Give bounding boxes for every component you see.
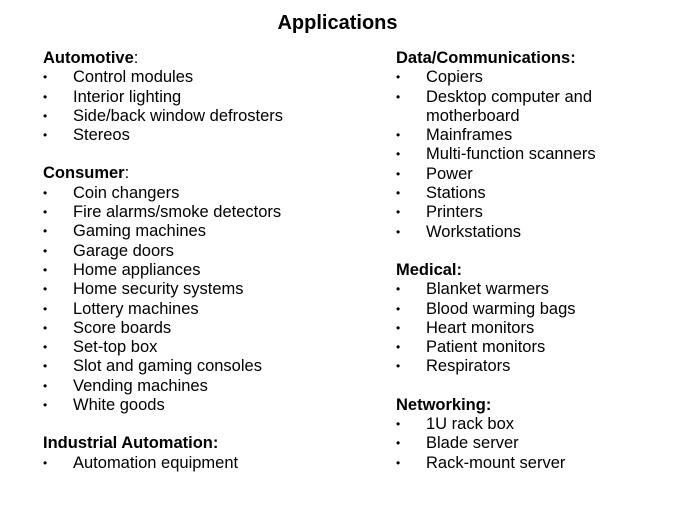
data-communications-section bbox=[396, 49, 656, 242]
bullet-icon: • bbox=[396, 320, 401, 335]
list-item bbox=[43, 261, 363, 280]
bullet-icon: • bbox=[43, 224, 48, 239]
list-item-text: Blanket warmers bbox=[426, 280, 549, 299]
section-heading-label: Automotive bbox=[43, 49, 134, 67]
right-column bbox=[396, 49, 656, 492]
list-item-text: Blood warming bags bbox=[426, 299, 576, 318]
consumer-section bbox=[43, 164, 363, 415]
list-item-text: Score boards bbox=[73, 318, 172, 337]
list-item-text: Workstations bbox=[426, 222, 522, 241]
bullet-list bbox=[43, 454, 363, 473]
bullet-icon: • bbox=[396, 340, 401, 355]
bullet-icon: • bbox=[396, 224, 401, 239]
list-item-text: Set-top box bbox=[73, 338, 158, 357]
section-heading bbox=[396, 261, 656, 280]
bullet-list bbox=[396, 415, 656, 473]
bullet-icon: • bbox=[43, 185, 48, 200]
bullet-icon: • bbox=[43, 243, 48, 258]
list-item bbox=[396, 454, 656, 473]
bullet-icon: • bbox=[396, 128, 401, 143]
list-item bbox=[396, 338, 656, 357]
bullet-icon: • bbox=[396, 455, 401, 470]
list-item-text: Stations bbox=[426, 184, 486, 203]
list-item-text: Power bbox=[426, 164, 473, 183]
list-item bbox=[43, 68, 363, 87]
list-item bbox=[43, 454, 363, 473]
list-item bbox=[43, 107, 363, 126]
list-item bbox=[396, 184, 656, 203]
list-item-text: Gaming machines bbox=[73, 222, 206, 241]
bullet-icon: • bbox=[43, 282, 48, 297]
bullet-icon: • bbox=[396, 89, 401, 104]
bullet-icon: • bbox=[396, 186, 401, 201]
list-item bbox=[43, 222, 363, 241]
bullet-icon: • bbox=[43, 340, 48, 355]
medical-section bbox=[396, 261, 656, 377]
list-item bbox=[43, 203, 363, 222]
list-item bbox=[396, 223, 656, 242]
list-item-text: Heart monitors bbox=[426, 318, 535, 337]
list-item-text: Copiers bbox=[426, 68, 483, 87]
list-item-text: Fire alarms/smoke detectors bbox=[73, 203, 282, 222]
list-item bbox=[396, 203, 656, 222]
bullet-icon: • bbox=[396, 70, 401, 85]
list-item-text: Desktop computer and motherboard bbox=[426, 87, 593, 125]
list-item bbox=[396, 415, 656, 434]
list-item bbox=[396, 280, 656, 299]
list-item bbox=[396, 300, 656, 319]
bullet-icon: • bbox=[43, 455, 48, 470]
bullet-icon: • bbox=[396, 166, 401, 181]
list-item bbox=[396, 126, 656, 145]
bullet-icon: • bbox=[43, 70, 48, 85]
section-heading bbox=[396, 49, 656, 68]
list-item-text: Control modules bbox=[73, 68, 194, 87]
bullet-icon: • bbox=[43, 262, 48, 277]
section-heading bbox=[43, 164, 363, 183]
list-item-text: Printers bbox=[426, 203, 483, 222]
list-item bbox=[43, 300, 363, 319]
section-heading-suffix: : bbox=[133, 49, 139, 67]
section-heading bbox=[396, 396, 656, 415]
list-item-text: Stereos bbox=[73, 126, 130, 145]
list-item-text: Automation equipment bbox=[73, 453, 239, 472]
bullet-icon: • bbox=[43, 128, 48, 143]
bullet-icon: • bbox=[43, 378, 48, 393]
list-item-text: Blade server bbox=[426, 434, 519, 453]
bullet-icon: • bbox=[43, 301, 48, 316]
list-item-text: Home security systems bbox=[73, 280, 244, 299]
bullet-list bbox=[396, 280, 656, 376]
list-item-text: Lottery machines bbox=[73, 299, 199, 318]
list-item-text: Interior lighting bbox=[73, 87, 182, 106]
bullet-icon: • bbox=[43, 398, 48, 413]
list-item-text: Mainframes bbox=[426, 126, 513, 145]
list-item bbox=[43, 396, 363, 415]
list-item bbox=[396, 165, 656, 184]
section-heading-label: Consumer bbox=[43, 164, 125, 183]
bullet-list bbox=[396, 68, 656, 242]
bullet-icon: • bbox=[396, 147, 401, 162]
list-item bbox=[43, 357, 363, 376]
list-item bbox=[396, 145, 656, 164]
section-heading-label: Medical: bbox=[396, 260, 463, 279]
bullet-list bbox=[43, 68, 363, 145]
left-column bbox=[43, 49, 363, 492]
bullet-icon: • bbox=[43, 108, 48, 123]
list-item-text: Garage doors bbox=[73, 241, 174, 260]
list-item bbox=[43, 88, 363, 107]
page-title: Applications bbox=[277, 12, 398, 34]
list-item-text: Respirators bbox=[426, 357, 511, 376]
list-item-text: Coin changers bbox=[73, 183, 180, 202]
bullet-icon: • bbox=[43, 205, 48, 220]
list-item-text: Vending machines bbox=[73, 376, 208, 395]
automotive-section bbox=[43, 49, 363, 145]
list-item bbox=[396, 434, 656, 453]
list-item bbox=[43, 338, 363, 357]
list-item bbox=[396, 357, 656, 376]
list-item-text: Multi-function scanners bbox=[426, 145, 596, 164]
list-item-text: Side/back window defrosters bbox=[73, 106, 284, 125]
list-item-text: Home appliances bbox=[73, 260, 201, 279]
list-item bbox=[43, 184, 363, 203]
section-heading-label: Industrial Automation: bbox=[43, 434, 219, 453]
list-item-text: 1U rack box bbox=[426, 415, 515, 434]
list-item bbox=[396, 88, 656, 127]
bullet-icon: • bbox=[396, 359, 401, 374]
list-item-text: Rack-mount server bbox=[426, 453, 566, 472]
list-item bbox=[396, 319, 656, 338]
list-item-text: Patient monitors bbox=[426, 338, 546, 357]
section-heading-suffix: : bbox=[124, 164, 130, 183]
list-item bbox=[43, 280, 363, 299]
list-item bbox=[43, 126, 363, 145]
industrial-automation-section bbox=[43, 434, 363, 473]
bullet-icon: • bbox=[396, 436, 401, 451]
list-item bbox=[43, 242, 363, 261]
bullet-icon: • bbox=[43, 89, 48, 104]
section-heading bbox=[43, 434, 363, 453]
bullet-list bbox=[43, 184, 363, 416]
list-item-text: White goods bbox=[73, 396, 165, 415]
list-item bbox=[43, 319, 363, 338]
list-item bbox=[43, 377, 363, 396]
list-item bbox=[396, 68, 656, 87]
networking-section bbox=[396, 396, 656, 473]
bullet-icon: • bbox=[396, 282, 401, 297]
bullet-icon: • bbox=[43, 359, 48, 374]
list-item-text: Slot and gaming consoles bbox=[73, 357, 262, 376]
section-heading-label: Networking: bbox=[396, 395, 492, 414]
bullet-icon: • bbox=[396, 301, 401, 316]
bullet-icon: • bbox=[396, 417, 401, 432]
section-heading-label: Data/Communications: bbox=[396, 49, 576, 67]
bullet-icon: • bbox=[43, 320, 48, 335]
bullet-icon: • bbox=[396, 205, 401, 220]
section-heading bbox=[43, 49, 363, 68]
